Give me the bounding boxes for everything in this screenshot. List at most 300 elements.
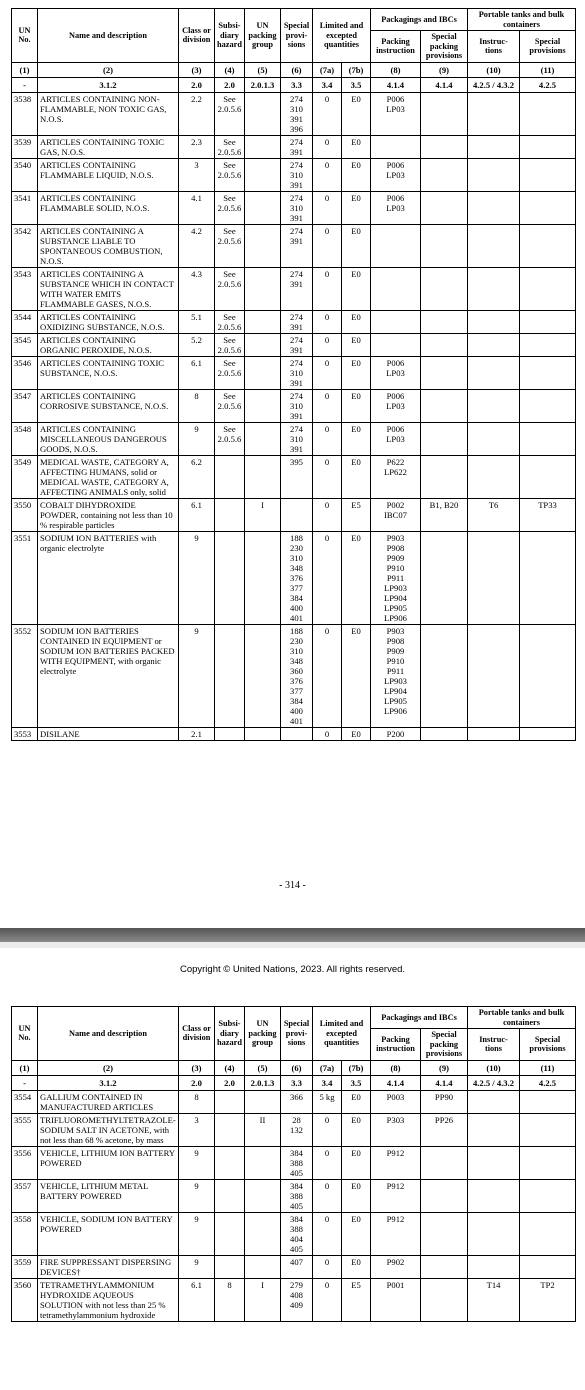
limited-quantity-cell: 5 kg <box>313 1090 342 1113</box>
page-number: - 314 - <box>279 880 306 891</box>
packing-group-cell <box>245 333 281 356</box>
reference-cell: - <box>12 1075 38 1090</box>
packing-instruction-cell: P006 LP03 <box>371 191 421 224</box>
table-row <box>12 267 576 310</box>
reference-cell: 2.0 <box>179 77 215 92</box>
col-header-limited-quantities: Limited and excepted quantities <box>313 9 371 63</box>
special-packing-provisions-cell <box>421 531 468 624</box>
col-header-packing-group: UN packing group <box>245 9 281 63</box>
tank-instruction-cell <box>468 727 520 740</box>
column-number-cell: (3) <box>179 62 215 77</box>
col-header-special-packing: Special packing provisions <box>421 1029 468 1061</box>
packing-instruction-cell: P902 <box>371 1255 421 1278</box>
excepted-quantity-cell: E0 <box>342 727 371 740</box>
un-number-cell: 3560 <box>12 1278 38 1321</box>
substance-name-cell: TRIFLUOROMETHYLTETRAZOLE-SODIUM SALT IN ACETONE, with not less than 68 % acetone, by mass <box>38 1113 179 1146</box>
class-cell: 6.1 <box>179 356 215 389</box>
un-number-cell: 3547 <box>12 389 38 422</box>
packing-group-cell <box>245 310 281 333</box>
un-number-cell: 3557 <box>12 1179 38 1212</box>
packing-instruction-cell: P006 LP03 <box>371 389 421 422</box>
tank-special-provisions-cell: TP33 <box>520 498 576 531</box>
col-header-special-prov: Special provisions <box>520 1029 576 1061</box>
packing-instruction-cell: P303 <box>371 1113 421 1146</box>
table-row <box>12 1255 576 1278</box>
subsidiary-hazard-cell: See 2.0.5.6 <box>215 422 245 455</box>
limited-quantity-cell: 0 <box>313 531 342 624</box>
col-header-un-no: UN No. <box>12 9 38 63</box>
reference-cell: 3.1.2 <box>38 1075 179 1090</box>
packing-group-cell: I <box>245 498 281 531</box>
class-cell: 5.2 <box>179 333 215 356</box>
packing-group-cell <box>245 531 281 624</box>
substance-name-cell: ARTICLES CONTAINING TOXIC GAS, N.O.S. <box>38 135 179 158</box>
tank-instruction-cell <box>468 267 520 310</box>
col-header-subsidiary: Subsi- diary hazard <box>215 1007 245 1061</box>
subsidiary-hazard-cell: 8 <box>215 1278 245 1321</box>
un-number-cell: 3539 <box>12 135 38 158</box>
packing-group-cell <box>245 1179 281 1212</box>
special-provisions-cell: 274 391 <box>281 224 313 267</box>
col-header-limited-quantities: Limited and excepted quantities <box>313 1007 371 1061</box>
table-body <box>12 92 576 740</box>
packing-instruction-cell: P912 <box>371 1146 421 1179</box>
special-packing-provisions-cell <box>421 135 468 158</box>
tank-instruction-cell <box>468 158 520 191</box>
packing-instruction-cell: P912 <box>371 1212 421 1255</box>
un-number-cell: 3553 <box>12 727 38 740</box>
limited-quantity-cell: 0 <box>313 333 342 356</box>
un-number-cell: 3551 <box>12 531 38 624</box>
un-number-cell: 3545 <box>12 333 38 356</box>
reference-cell: 2.0.1.3 <box>245 77 281 92</box>
substance-name-cell: ARTICLES CONTAINING TOXIC SUBSTANCE, N.O.S. <box>38 356 179 389</box>
excepted-quantity-cell: E0 <box>342 158 371 191</box>
column-number-cell: (2) <box>38 1060 179 1075</box>
excepted-quantity-cell: E5 <box>342 1278 371 1321</box>
special-provisions-cell: 274 310 391 <box>281 422 313 455</box>
excepted-quantity-cell: E0 <box>342 422 371 455</box>
reference-cell: 2.0 <box>215 1075 245 1090</box>
reference-cell: 4.2.5 / 4.3.2 <box>468 77 520 92</box>
tank-special-provisions-cell <box>520 624 576 727</box>
class-cell: 6.1 <box>179 1278 215 1321</box>
dangerous-goods-table-page1 <box>11 8 576 741</box>
subsidiary-hazard-cell <box>215 624 245 727</box>
un-number-cell: 3546 <box>12 356 38 389</box>
subsidiary-hazard-cell: See 2.0.5.6 <box>215 310 245 333</box>
excepted-quantity-cell: E0 <box>342 310 371 333</box>
limited-quantity-cell: 0 <box>313 727 342 740</box>
substance-name-cell: ARTICLES CONTAINING FLAMMABLE LIQUID, N.O.S. <box>38 158 179 191</box>
packing-instruction-cell: P903 P908 P909 P910 P911 LP903 LP904 LP905 LP906 <box>371 531 421 624</box>
substance-name-cell: ARTICLES CONTAINING A SUBSTANCE LIABLE TO SPONTANEOUS COMBUSTION, N.O.S. <box>38 224 179 267</box>
special-packing-provisions-cell: PP90 <box>421 1090 468 1113</box>
tank-special-provisions-cell <box>520 1090 576 1113</box>
special-provisions-cell: 28 132 <box>281 1113 313 1146</box>
packing-instruction-cell <box>371 267 421 310</box>
table-row <box>12 455 576 498</box>
subsidiary-hazard-cell <box>215 1090 245 1113</box>
un-number-cell: 3538 <box>12 92 38 135</box>
class-cell: 6.1 <box>179 498 215 531</box>
class-cell: 9 <box>179 1146 215 1179</box>
packing-group-cell <box>245 267 281 310</box>
tank-instruction-cell <box>468 310 520 333</box>
excepted-quantity-cell: E0 <box>342 333 371 356</box>
tank-instruction-cell <box>468 224 520 267</box>
packing-instruction-cell <box>371 135 421 158</box>
column-number-cell: (7b) <box>342 62 371 77</box>
col-header-instructions: Instruc- tions <box>468 1029 520 1061</box>
col-header-name: Name and description <box>38 1007 179 1061</box>
column-number-cell: (7b) <box>342 1060 371 1075</box>
class-cell: 9 <box>179 624 215 727</box>
col-header-special-prov: Special provisions <box>520 31 576 63</box>
column-number-cell: (5) <box>245 62 281 77</box>
excepted-quantity-cell: E0 <box>342 1212 371 1255</box>
column-number-cell: (9) <box>421 62 468 77</box>
un-number-cell: 3543 <box>12 267 38 310</box>
tank-special-provisions-cell <box>520 356 576 389</box>
excepted-quantity-cell: E0 <box>342 191 371 224</box>
subsidiary-hazard-cell <box>215 498 245 531</box>
limited-quantity-cell: 0 <box>313 267 342 310</box>
un-number-cell: 3556 <box>12 1146 38 1179</box>
class-cell: 8 <box>179 1090 215 1113</box>
special-provisions-cell: 274 310 391 396 <box>281 92 313 135</box>
packing-group-cell <box>245 224 281 267</box>
table-row <box>12 224 576 267</box>
tank-special-provisions-cell <box>520 310 576 333</box>
limited-quantity-cell: 0 <box>313 1212 342 1255</box>
tank-special-provisions-cell <box>520 422 576 455</box>
tank-special-provisions-cell <box>520 333 576 356</box>
col-header-packing-instruction: Packing instruction <box>371 31 421 63</box>
substance-name-cell: SODIUM ION BATTERIES with organic electrolyte <box>38 531 179 624</box>
special-provisions-cell: 279 408 409 <box>281 1278 313 1321</box>
col-header-special-provisions: Special provi- sions <box>281 9 313 63</box>
tank-instruction-cell <box>468 624 520 727</box>
column-number-cell: (4) <box>215 62 245 77</box>
subsidiary-hazard-cell: See 2.0.5.6 <box>215 135 245 158</box>
tank-special-provisions-cell <box>520 158 576 191</box>
reference-cell: 4.1.4 <box>421 1075 468 1090</box>
substance-name-cell: FIRE SUPPRESSANT DISPERSING DEVICES† <box>38 1255 179 1278</box>
limited-quantity-cell: 0 <box>313 1113 342 1146</box>
subsidiary-hazard-cell: See 2.0.5.6 <box>215 92 245 135</box>
special-packing-provisions-cell <box>421 1146 468 1179</box>
subsidiary-hazard-cell: See 2.0.5.6 <box>215 224 245 267</box>
special-packing-provisions-cell <box>421 727 468 740</box>
packing-instruction-cell: P006 LP03 <box>371 422 421 455</box>
col-header-class: Class or division <box>179 1007 215 1061</box>
reference-cell: 3.4 <box>313 77 342 92</box>
tank-special-provisions-cell <box>520 1255 576 1278</box>
packing-group-cell: II <box>245 1113 281 1146</box>
special-provisions-cell: 274 310 391 <box>281 191 313 224</box>
limited-quantity-cell: 0 <box>313 92 342 135</box>
column-number-cell: (11) <box>520 62 576 77</box>
subsidiary-hazard-cell: See 2.0.5.6 <box>215 158 245 191</box>
packing-group-cell <box>245 727 281 740</box>
special-provisions-cell: 274 310 391 <box>281 158 313 191</box>
tank-special-provisions-cell <box>520 191 576 224</box>
subsidiary-hazard-cell <box>215 1212 245 1255</box>
tank-special-provisions-cell <box>520 531 576 624</box>
subsidiary-hazard-cell <box>215 1255 245 1278</box>
tank-special-provisions-cell: TP2 <box>520 1278 576 1321</box>
limited-quantity-cell: 0 <box>313 158 342 191</box>
tank-instruction-cell <box>468 1113 520 1146</box>
column-numbers-row <box>12 1060 576 1075</box>
subsidiary-hazard-cell: See 2.0.5.6 <box>215 267 245 310</box>
special-provisions-cell <box>281 498 313 531</box>
tank-instruction-cell <box>468 389 520 422</box>
table-row <box>12 1113 576 1146</box>
subsidiary-hazard-cell: See 2.0.5.6 <box>215 356 245 389</box>
reference-cell: 2.0.1.3 <box>245 1075 281 1090</box>
column-number-cell: (1) <box>12 62 38 77</box>
special-packing-provisions-cell: PP26 <box>421 1113 468 1146</box>
limited-quantity-cell: 0 <box>313 310 342 333</box>
table-row <box>12 191 576 224</box>
special-provisions-cell: 384 388 405 <box>281 1146 313 1179</box>
packing-group-cell <box>245 1212 281 1255</box>
class-cell: 6.2 <box>179 455 215 498</box>
substance-name-cell: VEHICLE, SODIUM ION BATTERY POWERED <box>38 1212 179 1255</box>
packing-group-cell <box>245 455 281 498</box>
special-provisions-cell: 274 391 <box>281 135 313 158</box>
subsidiary-hazard-cell <box>215 1146 245 1179</box>
un-number-cell: 3555 <box>12 1113 38 1146</box>
reference-cell: 3.4 <box>313 1075 342 1090</box>
class-cell: 9 <box>179 1179 215 1212</box>
tank-instruction-cell <box>468 1146 520 1179</box>
table-row <box>12 1179 576 1212</box>
un-number-cell: 3550 <box>12 498 38 531</box>
substance-name-cell: ARTICLES CONTAINING MISCELLANEOUS DANGEROUS GOODS, N.O.S. <box>38 422 179 455</box>
un-number-cell: 3549 <box>12 455 38 498</box>
substance-name-cell: TETRAMETHYLAMMONIUM HYDROXIDE AQUEOUS SOLUTION with not less than 25 % tetramethylammonium hydroxide <box>38 1278 179 1321</box>
table-row <box>12 624 576 727</box>
reference-row <box>12 1075 576 1090</box>
special-packing-provisions-cell <box>421 1212 468 1255</box>
packing-instruction-cell: P622 LP622 <box>371 455 421 498</box>
limited-quantity-cell: 0 <box>313 389 342 422</box>
special-packing-provisions-cell <box>421 267 468 310</box>
special-packing-provisions-cell <box>421 455 468 498</box>
limited-quantity-cell: 0 <box>313 498 342 531</box>
class-cell: 4.1 <box>179 191 215 224</box>
special-packing-provisions-cell <box>421 356 468 389</box>
tank-instruction-cell: T14 <box>468 1278 520 1321</box>
column-number-cell: (8) <box>371 62 421 77</box>
tank-instruction-cell <box>468 135 520 158</box>
limited-quantity-cell: 0 <box>313 624 342 727</box>
special-provisions-cell: 384 388 405 <box>281 1179 313 1212</box>
packing-group-cell <box>245 356 281 389</box>
limited-quantity-cell: 0 <box>313 356 342 389</box>
class-cell: 2.1 <box>179 727 215 740</box>
special-packing-provisions-cell <box>421 224 468 267</box>
col-header-instructions: Instruc- tions <box>468 31 520 63</box>
special-provisions-cell: 274 310 391 <box>281 389 313 422</box>
tank-special-provisions-cell <box>520 267 576 310</box>
packing-instruction-cell: P006 LP03 <box>371 92 421 135</box>
excepted-quantity-cell: E0 <box>342 135 371 158</box>
column-number-cell: (1) <box>12 1060 38 1075</box>
packing-group-cell <box>245 191 281 224</box>
excepted-quantity-cell: E0 <box>342 1090 371 1113</box>
special-provisions-cell: 407 <box>281 1255 313 1278</box>
tank-special-provisions-cell <box>520 1113 576 1146</box>
table-row <box>12 389 576 422</box>
class-cell: 2.2 <box>179 92 215 135</box>
col-header-name: Name and description <box>38 9 179 63</box>
un-number-cell: 3548 <box>12 422 38 455</box>
special-packing-provisions-cell <box>421 158 468 191</box>
un-number-cell: 3552 <box>12 624 38 727</box>
column-numbers-row <box>12 62 576 77</box>
tank-special-provisions-cell <box>520 1146 576 1179</box>
class-cell: 4.2 <box>179 224 215 267</box>
packing-group-cell <box>245 1255 281 1278</box>
special-packing-provisions-cell <box>421 92 468 135</box>
reference-cell: 4.2.5 <box>520 1075 576 1090</box>
excepted-quantity-cell: E0 <box>342 455 371 498</box>
class-cell: 2.3 <box>179 135 215 158</box>
substance-name-cell: DISILANE <box>38 727 179 740</box>
packing-instruction-cell: P006 LP03 <box>371 158 421 191</box>
column-number-cell: (4) <box>215 1060 245 1075</box>
class-cell: 8 <box>179 389 215 422</box>
column-number-cell: (7a) <box>313 62 342 77</box>
tank-instruction-cell <box>468 531 520 624</box>
limited-quantity-cell: 0 <box>313 422 342 455</box>
limited-quantity-cell: 0 <box>313 1146 342 1179</box>
reference-cell: 2.0 <box>179 1075 215 1090</box>
special-packing-provisions-cell <box>421 624 468 727</box>
subsidiary-hazard-cell <box>215 1179 245 1212</box>
class-cell: 3 <box>179 158 215 191</box>
limited-quantity-cell: 0 <box>313 1179 342 1212</box>
tank-special-provisions-cell <box>520 92 576 135</box>
class-cell: 9 <box>179 1255 215 1278</box>
excepted-quantity-cell: E0 <box>342 267 371 310</box>
col-header-special-provisions: Special provi- sions <box>281 1007 313 1061</box>
page-315 <box>0 948 585 1390</box>
reference-cell: 3.1.2 <box>38 77 179 92</box>
packing-instruction-cell <box>371 310 421 333</box>
page-separator <box>0 928 585 942</box>
excepted-quantity-cell: E0 <box>342 1113 371 1146</box>
class-cell: 3 <box>179 1113 215 1146</box>
tank-instruction-cell <box>468 1212 520 1255</box>
table-row <box>12 1146 576 1179</box>
limited-quantity-cell: 0 <box>313 1278 342 1321</box>
tank-instruction-cell <box>468 356 520 389</box>
reference-cell: 3.5 <box>342 1075 371 1090</box>
packing-instruction-cell <box>371 224 421 267</box>
special-packing-provisions-cell <box>421 1179 468 1212</box>
special-provisions-cell: 274 391 <box>281 333 313 356</box>
substance-name-cell: ARTICLES CONTAINING FLAMMABLE SOLID, N.O.S. <box>38 191 179 224</box>
substance-name-cell: GALLIUM CONTAINED IN MANUFACTURED ARTICLES <box>38 1090 179 1113</box>
column-number-cell: (11) <box>520 1060 576 1075</box>
special-provisions-cell: 384 388 404 405 <box>281 1212 313 1255</box>
packing-group-cell <box>245 422 281 455</box>
tank-instruction-cell <box>468 1179 520 1212</box>
special-packing-provisions-cell <box>421 389 468 422</box>
packing-group-cell <box>245 158 281 191</box>
tank-instruction-cell <box>468 1090 520 1113</box>
excepted-quantity-cell: E0 <box>342 1179 371 1212</box>
packing-group-cell <box>245 92 281 135</box>
substance-name-cell: SODIUM ION BATTERIES CONTAINED IN EQUIPMENT or SODIUM ION BATTERIES PACKED WITH EQUIPMENT, with organic electrolyte <box>38 624 179 727</box>
special-provisions-cell: 188 230 310 348 360 376 377 384 400 401 <box>281 624 313 727</box>
class-cell: 9 <box>179 1212 215 1255</box>
packing-instruction-cell <box>371 333 421 356</box>
tank-special-provisions-cell <box>520 1179 576 1212</box>
col-header-portable-tanks: Portable tanks and bulk containers <box>468 9 576 31</box>
col-header-packagings: Packagings and IBCs <box>371 1007 468 1029</box>
reference-row <box>12 77 576 92</box>
table-row <box>12 158 576 191</box>
class-cell: 5.1 <box>179 310 215 333</box>
excepted-quantity-cell: E5 <box>342 498 371 531</box>
packing-group-cell <box>245 389 281 422</box>
column-number-cell: (9) <box>421 1060 468 1075</box>
special-packing-provisions-cell <box>421 191 468 224</box>
substance-name-cell: ARTICLES CONTAINING ORGANIC PEROXIDE, N.O.S. <box>38 333 179 356</box>
packing-group-cell <box>245 135 281 158</box>
col-header-subsidiary: Subsi- diary hazard <box>215 9 245 63</box>
table-row <box>12 92 576 135</box>
special-packing-provisions-cell <box>421 333 468 356</box>
column-number-cell: (2) <box>38 62 179 77</box>
substance-name-cell: ARTICLES CONTAINING OXIDIZING SUBSTANCE, N.O.S. <box>38 310 179 333</box>
packing-group-cell <box>245 1090 281 1113</box>
tank-instruction-cell <box>468 455 520 498</box>
subsidiary-hazard-cell: See 2.0.5.6 <box>215 191 245 224</box>
packing-group-cell <box>245 624 281 727</box>
excepted-quantity-cell: E0 <box>342 1146 371 1179</box>
substance-name-cell: ARTICLES CONTAINING A SUBSTANCE WHICH IN CONTACT WITH WATER EMITS FLAMMABLE GASES, N.O.S. <box>38 267 179 310</box>
column-number-cell: (6) <box>281 62 313 77</box>
column-number-cell: (3) <box>179 1060 215 1075</box>
special-packing-provisions-cell: B1, B20 <box>421 498 468 531</box>
table-row <box>12 498 576 531</box>
subsidiary-hazard-cell <box>215 531 245 624</box>
tank-special-provisions-cell <box>520 727 576 740</box>
col-header-special-packing: Special packing provisions <box>421 31 468 63</box>
column-number-cell: (8) <box>371 1060 421 1075</box>
col-header-packing-instruction: Packing instruction <box>371 1029 421 1061</box>
table-body <box>12 1090 576 1321</box>
substance-name-cell: ARTICLES CONTAINING CORROSIVE SUBSTANCE, N.O.S. <box>38 389 179 422</box>
excepted-quantity-cell: E0 <box>342 389 371 422</box>
table-row <box>12 356 576 389</box>
col-header-portable-tanks: Portable tanks and bulk containers <box>468 1007 576 1029</box>
special-provisions-cell: 188 230 310 348 376 377 384 400 401 <box>281 531 313 624</box>
copyright-notice: Copyright © United Nations, 2023. All rights reserved. <box>179 964 406 975</box>
excepted-quantity-cell: E0 <box>342 224 371 267</box>
packing-instruction-cell: P912 <box>371 1179 421 1212</box>
reference-cell: 3.3 <box>281 77 313 92</box>
substance-name-cell: VEHICLE, LITHIUM ION BATTERY POWERED <box>38 1146 179 1179</box>
col-header-packagings: Packagings and IBCs <box>371 9 468 31</box>
